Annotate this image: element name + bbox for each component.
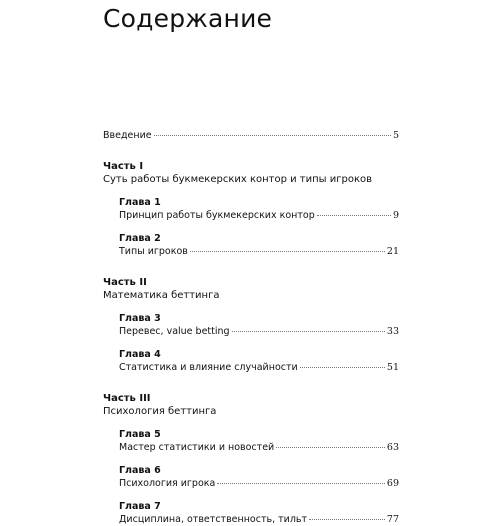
page-number: 9 xyxy=(392,210,399,221)
part-section xyxy=(103,393,399,526)
part-label: Часть III xyxy=(103,393,151,404)
dot-leader xyxy=(300,366,385,368)
toc-entry[interactable] xyxy=(119,246,399,258)
chapter-label: Глава 3 xyxy=(119,313,161,324)
dot-leader xyxy=(317,214,391,216)
part-title: Суть работы букмекерских контор и типы игроков xyxy=(103,174,373,185)
page-number: 63 xyxy=(386,442,399,453)
chapter-entry[interactable] xyxy=(119,312,399,338)
toc-entry[interactable] xyxy=(119,442,399,454)
dot-leader xyxy=(217,482,385,484)
toc-entry-title: Введение xyxy=(103,130,152,141)
chapter-entry[interactable] xyxy=(119,464,399,490)
toc-entry-title: Статистика и влияние случайности xyxy=(119,362,298,373)
dot-leader xyxy=(309,518,385,520)
part-label: Часть II xyxy=(103,277,147,288)
toc-entry[interactable] xyxy=(119,326,399,338)
chapter-label: Глава 2 xyxy=(119,233,161,244)
toc-entry[interactable] xyxy=(119,362,399,374)
page-number: 21 xyxy=(386,246,399,257)
table-of-contents xyxy=(103,130,399,526)
page-title: Содержание xyxy=(103,4,273,33)
part-title: Математика беттинга xyxy=(103,290,220,301)
dot-leader xyxy=(190,250,385,252)
part-title: Психология беттинга xyxy=(103,406,217,417)
toc-entry-intro[interactable] xyxy=(103,130,399,142)
part-section xyxy=(103,161,399,258)
toc-entry[interactable] xyxy=(119,478,399,490)
toc-entry[interactable] xyxy=(119,514,399,526)
chapter-label: Глава 7 xyxy=(119,501,161,512)
toc-entry[interactable] xyxy=(119,210,399,222)
chapter-label: Глава 4 xyxy=(119,349,161,360)
toc-entry-title: Мастер статистики и новостей xyxy=(119,442,275,453)
chapter-entry[interactable] xyxy=(119,500,399,526)
toc-entry-title: Типы игроков xyxy=(119,246,188,257)
page-number: 5 xyxy=(392,130,399,141)
chapter-entry[interactable] xyxy=(119,196,399,222)
chapter-label: Глава 6 xyxy=(119,465,161,476)
dot-leader xyxy=(276,446,385,448)
dot-leader xyxy=(232,330,385,332)
chapter-label: Глава 5 xyxy=(119,429,161,440)
page-number: 33 xyxy=(386,326,399,337)
dot-leader xyxy=(154,134,391,136)
page-number: 51 xyxy=(386,362,399,373)
toc-entry-title: Дисциплина, ответственность, тильт xyxy=(119,514,308,525)
page-number: 77 xyxy=(386,514,399,525)
part-label: Часть I xyxy=(103,161,144,172)
toc-entry-title: Психология игрока xyxy=(119,478,216,489)
chapter-entry[interactable] xyxy=(119,428,399,454)
toc-entry-title: Принцип работы букмекерских контор xyxy=(119,210,315,221)
page-number: 69 xyxy=(386,478,399,489)
chapter-entry[interactable] xyxy=(119,232,399,258)
part-section xyxy=(103,277,399,374)
chapter-entry[interactable] xyxy=(119,348,399,374)
chapter-label: Глава 1 xyxy=(119,197,161,208)
toc-entry-title: Перевес, value betting xyxy=(119,326,230,337)
